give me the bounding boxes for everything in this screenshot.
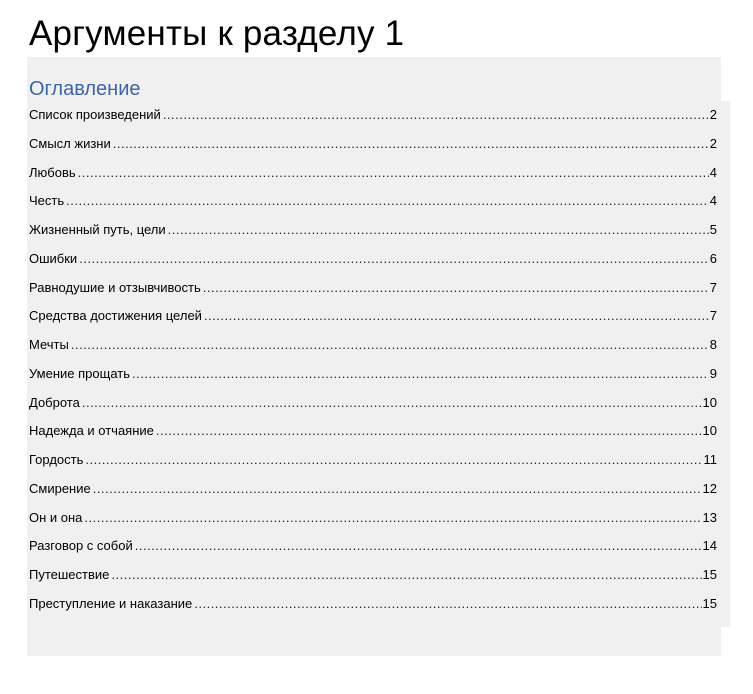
toc-entry[interactable]	[29, 250, 717, 279]
toc-entry[interactable]	[29, 394, 717, 423]
toc-entry-page-number[interactable]: 15	[702, 595, 717, 611]
toc-entry-label[interactable]: Любовь	[29, 164, 76, 180]
toc-entry-label[interactable]: Мечты	[29, 337, 69, 352]
toc-dot-leader	[204, 307, 709, 325]
toc-entry-page-number[interactable]: 8	[709, 337, 717, 352]
toc-entry-label[interactable]: Список произведений	[29, 107, 161, 122]
toc-entry[interactable]	[29, 135, 717, 164]
toc-entry-page-number[interactable]: 4	[709, 193, 717, 209]
toc-entry-label[interactable]: Жизненный путь, цели	[29, 222, 166, 237]
toc-dot-leader	[203, 279, 709, 297]
toc-dot-leader	[113, 135, 709, 153]
toc-dot-leader	[194, 595, 701, 613]
toc-entry-label[interactable]: Ошибки	[29, 250, 78, 266]
toc-entry-page-number[interactable]: 6	[709, 250, 717, 266]
toc-entry[interactable]	[29, 480, 717, 509]
toc-entry-page-number[interactable]: 15	[702, 567, 717, 582]
toc-entry[interactable]	[29, 422, 717, 451]
document-title: Аргументы к разделу 1	[29, 14, 405, 53]
toc-dot-leader	[66, 192, 709, 210]
toc-entry-page-number[interactable]: 2	[709, 107, 717, 122]
toc-entry-page-number[interactable]: 14	[702, 538, 717, 554]
toc-entry[interactable]	[29, 164, 717, 193]
toc-entry[interactable]	[29, 509, 717, 538]
toc-entry-label[interactable]: Преступление и наказание	[29, 595, 193, 611]
toc-entry-page-number[interactable]: 12	[702, 480, 717, 496]
toc-entry[interactable]	[29, 336, 717, 365]
table-of-contents	[27, 57, 721, 656]
toc-entry[interactable]	[29, 451, 717, 480]
toc-entry-label[interactable]: Разговор с собой	[29, 538, 133, 554]
toc-entry-page-number[interactable]: 9	[709, 365, 717, 381]
toc-entry-page-number[interactable]: 10	[702, 394, 717, 410]
toc-dot-leader	[111, 566, 701, 584]
toc-entry-page-number[interactable]: 10	[702, 423, 717, 439]
toc-dot-leader	[79, 250, 709, 268]
toc-entry-label[interactable]: Надежда и отчаяние	[29, 423, 154, 439]
toc-dot-leader	[71, 336, 709, 354]
toc-entry-page-number[interactable]: 11	[703, 452, 717, 467]
toc-dot-leader	[135, 537, 702, 555]
toc-entry-label[interactable]: Умение прощать	[29, 365, 130, 381]
toc-entry[interactable]	[29, 566, 717, 595]
toc-entry[interactable]	[29, 106, 717, 135]
toc-entry[interactable]	[29, 221, 717, 250]
toc-dot-leader	[132, 365, 709, 383]
toc-entry-page-number[interactable]: 13	[702, 509, 717, 525]
toc-entry-label[interactable]: Путешествие	[29, 567, 110, 582]
toc-entry-label[interactable]: Равнодушие и отзывчивость	[29, 279, 201, 295]
toc-entry[interactable]	[29, 307, 717, 336]
toc-entry-label[interactable]: Смысл жизни	[29, 135, 111, 151]
toc-entry-label[interactable]: Честь	[29, 193, 65, 209]
toc-entry-page-number[interactable]: 7	[709, 279, 717, 295]
toc-dot-leader	[85, 451, 702, 469]
toc-entry[interactable]	[29, 192, 717, 221]
toc-entry-label[interactable]: Смирение	[29, 480, 91, 496]
toc-list	[29, 106, 717, 624]
toc-entry-page-number[interactable]: 2	[709, 135, 717, 151]
toc-entry-page-number[interactable]: 5	[709, 222, 717, 237]
toc-dot-leader	[163, 106, 709, 124]
toc-entry[interactable]	[29, 537, 717, 566]
toc-dot-leader	[82, 394, 702, 412]
toc-entry-label[interactable]: Доброта	[29, 394, 80, 410]
toc-entry-label[interactable]: Средства достижения целей	[29, 308, 202, 324]
toc-box-edge	[721, 101, 730, 627]
toc-entry-page-number[interactable]: 4	[709, 164, 717, 180]
toc-dot-leader	[93, 480, 702, 498]
toc-entry[interactable]	[29, 279, 717, 308]
toc-dot-leader	[78, 164, 709, 182]
toc-entry-label[interactable]: Он и она	[29, 509, 83, 525]
toc-entry-page-number[interactable]: 7	[709, 308, 717, 324]
toc-dot-leader	[168, 221, 709, 239]
toc-entry-label[interactable]: Гордость	[29, 452, 84, 467]
toc-entry[interactable]	[29, 365, 717, 394]
toc-heading: Оглавление	[29, 78, 141, 100]
toc-dot-leader	[156, 422, 702, 440]
toc-dot-leader	[84, 509, 701, 527]
toc-entry[interactable]	[29, 595, 717, 624]
